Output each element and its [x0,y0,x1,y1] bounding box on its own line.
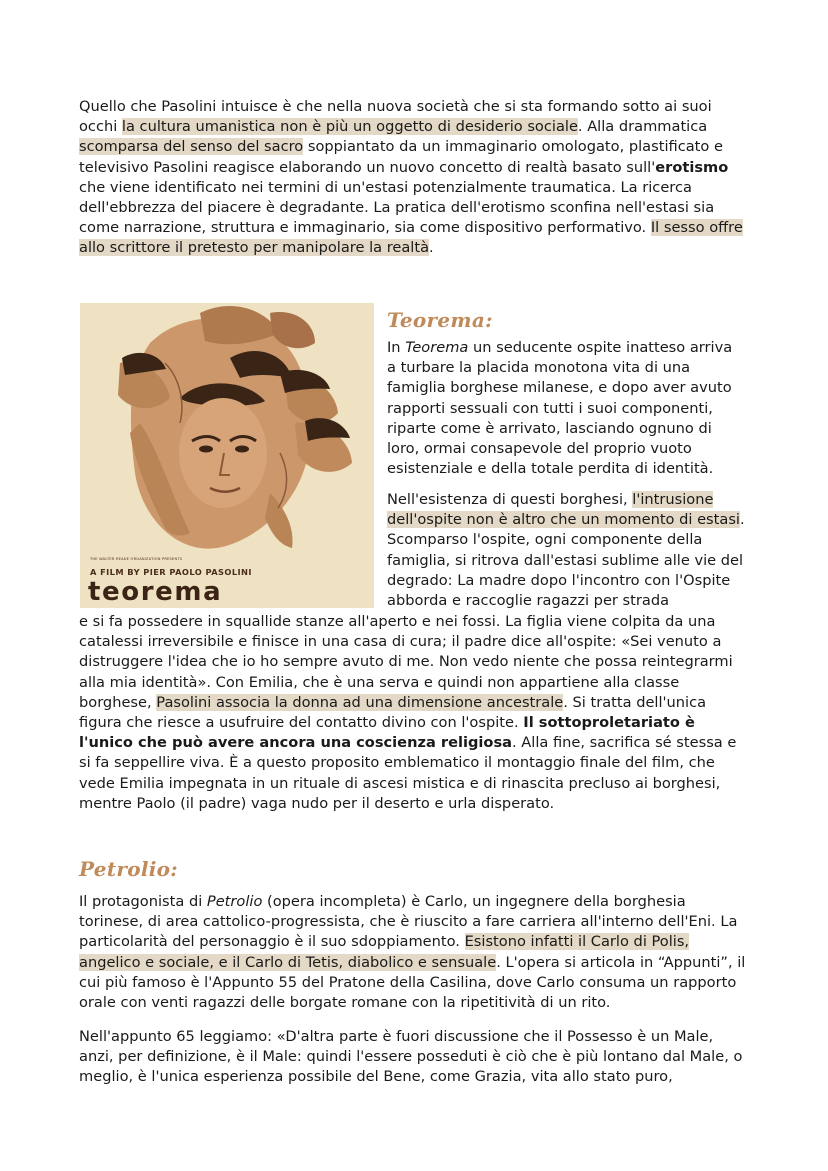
poster-presents: THE WALTER READE ORGANIZATION PRESENTS [90,557,183,561]
teorema-p3-text-3: . Alla fine, sacrifica sé stessa e si fa seppellire viva. È a questo proposito emblematico il montaggio finale del film, che vede Emilia impegnata in un rituale di ascesi mistica e di rinascita precluso ai borghesi, mentre Paolo (il padre) vaga nudo per il deserto e urla disperato. [79,734,737,812]
poster-credit: A FILM BY PIER PAOLO PASOLINI [90,567,252,577]
intro-text-2: . Alla drammatica [577,118,708,136]
poster-title: teorema [88,577,223,607]
petrolio-p1-text-3: . L'opera si articola in “Appunti”, il cui più famoso è l'Appunto 55 del Pratone della Casilina, dove Carlo consuma un rapporto orale con venti ragazzi delle borgate romane con la ripetitività di un rito. [79,953,746,1012]
petrolio-paragraph-1 [79,892,753,1013]
teorema-p2-text-1: Nell'esistenza di questi borghesi, [387,491,633,508]
intro-bold-erotismo: erotismo [655,158,729,176]
petrolio-p1-italic: Petrolio [206,893,263,910]
teorema-p2-highlight: l'intrusione dell'ospite non è altro che un momento di estasi [387,491,740,529]
petrolio-p1-text-2: (opera incompleta) è Carlo, un ingegnere della borghesia torinese, di area cattolico-progressista, che è riuscito a fare carriera all'interno dell'Eni. La particolarità del personaggio è il suo sdoppiamento. [79,893,738,951]
intro-text-3: soppiantato da un immaginario omologato, plastificato e televisivo Pasolini reagisce elaborando un nuovo concetto di realtà basato sull' [79,138,723,176]
intro-highlight-1: la cultura umanistica non è più un oggetto di desiderio sociale [121,118,578,136]
intro-text-4: che viene identificato nei termini di un'estasi potenzialmente traumatica. La ricerca dell'ebbrezza del piacere è degradante. La pratica dell'erotismo sconfina nell'estasi sia come narrazione, struttura e immaginario, sia come dispositivo performativo. [79,178,715,237]
petrolio-paragraph-2: Nell'appunto 65 leggiamo: «D'altra parte è fuori discussione che il Possesso è un Male, anzi, per definizione, è il Male: quindi l'essere posseduti è ciò che è più lontano dal Male, o meglio, è l'unica esperienza possibile del Bene, come Grazia, vita allo stato puro, [79,1028,743,1086]
teorema-p1-text-2: un seducente ospite inatteso arriva a turbare la placida monotona vita di una famiglia borghese milanese, e dopo aver avuto rapporti sessuali con tutti i suoi componenti, riparte come è arrivato, lasciando ognuno di loro, ormai consapevole del proprio vuoto esistenziale e della totale perdita di identità. [387,339,733,478]
intro-highlight-3: Il sesso offre allo scrittore il pretesto per manipolare la realtà [79,219,743,257]
teorema-paragraph-1 [387,338,742,479]
teorema-p1-italic: Teorema [405,339,469,356]
teorema-poster [80,303,374,608]
petrolio-heading: Petrolio: [79,857,178,881]
teorema-p2-text-2: . Scomparso l'ospite, ogni componente della famiglia, si ritrova dall'estasi sublime alle vie del degrado: La madre dopo l'incontro con l'Ospite abborda e raccoglie ragazzi per strada [387,511,745,610]
teorema-heading: Teorema: [387,308,493,332]
teorema-p3-text-1: e si fa possedere in squallide stanze all'aperto e nei fossi. La figlia viene colpita da una catalessi irreversibile e finisce in una casa di cura; il padre dice all'ospite: «Sei venuto a distruggere l'idea che io ho sempre avuto di me. Non vedo niente che possa reintegrarmi alla mia identità». Con Emilia, che è una serva e quindi non appartiene alla classe borghese, [79,613,733,711]
teorema-p3-bold: Il sottoproletariato è l'unico che può avere ancora una coscienza religiosa [79,714,695,752]
teorema-p1-text-1: In [387,339,406,356]
intro-text-5: . [429,239,434,257]
teorema-paragraph-3 [79,612,751,814]
poster-artwork [80,303,374,608]
teorema-p3-highlight: Pasolini associa la donna ad una dimensione ancestrale [156,693,564,711]
petrolio-p1-highlight: Esistono infatti il Carlo di Polis, angelico e sociale, e il Carlo di Tetis, diabolico e sensuale [79,933,690,971]
intro-highlight-2: scomparsa del senso del sacro [79,138,304,156]
petrolio-p1-text-1: Il protagonista di [79,893,207,910]
intro-text-1: Quello che Pasolini intuisce è che nella nuova società che si sta formando sotto ai suoi occhi [79,98,712,136]
intro-paragraph [79,97,749,259]
teorema-paragraph-2 [387,490,747,611]
teorema-p3-text-2: . Si tratta dell'unica figura che riesce a usufruire del contatto divino con l'ospite. [79,693,707,732]
